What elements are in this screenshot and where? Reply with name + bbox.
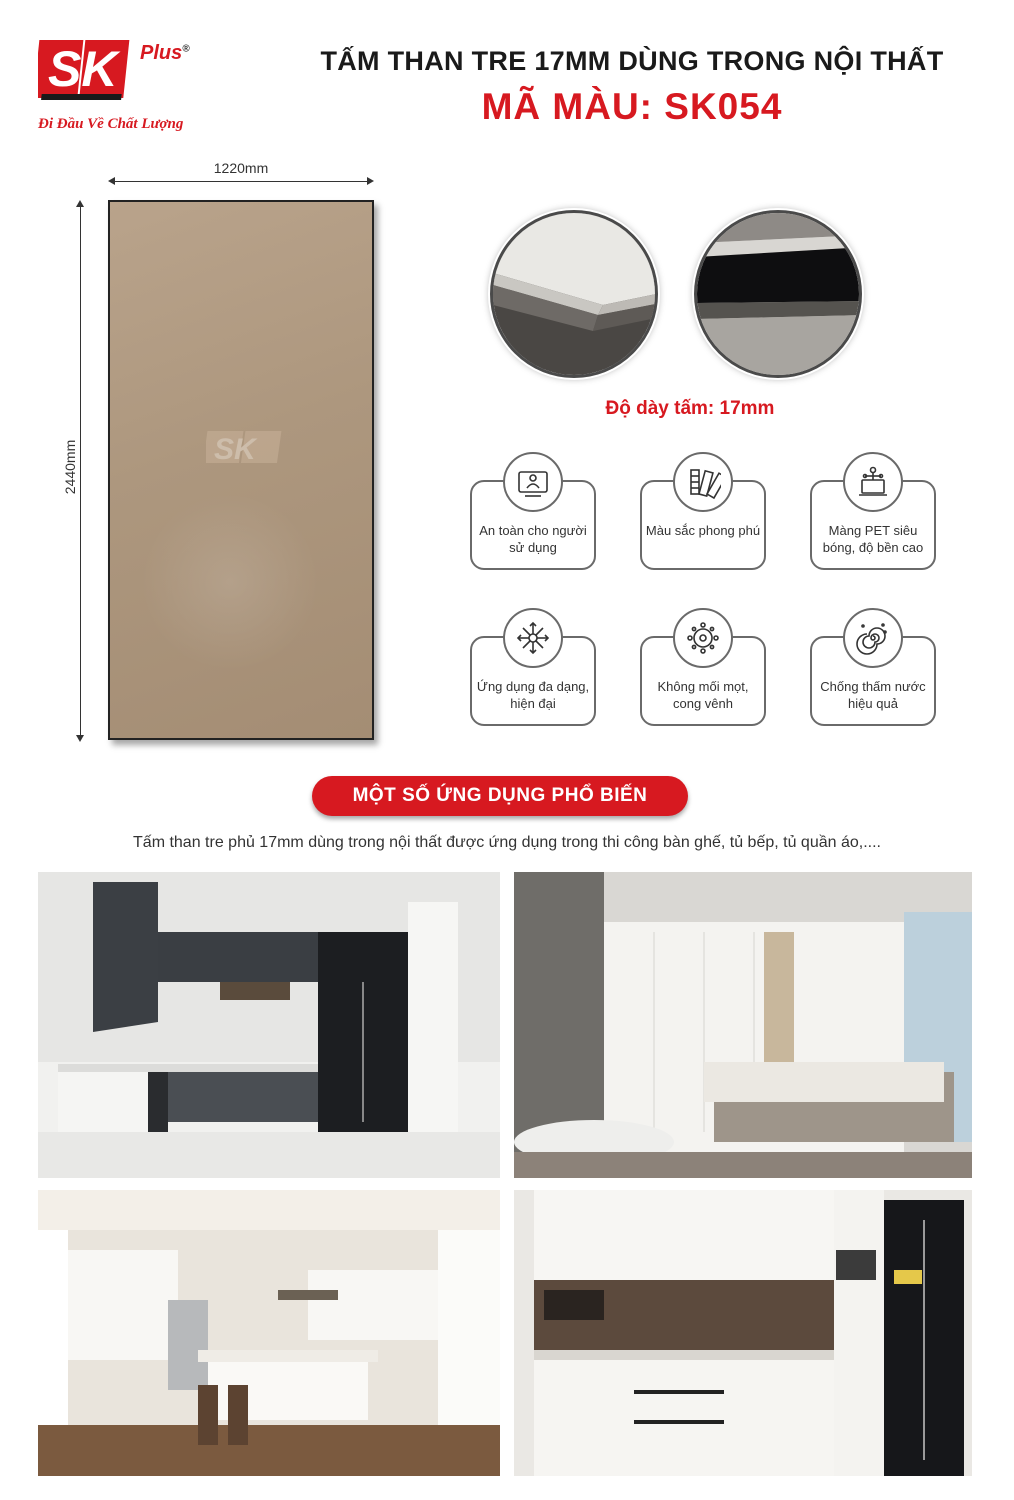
feature-colors: [640, 452, 766, 570]
feature-label: Không mối mọt, cong vênh: [657, 679, 749, 711]
feature-label: Chống thấm nước hiệu quả: [820, 679, 926, 711]
gear-network-icon: [673, 608, 733, 668]
feature-termite-proof: [640, 608, 766, 726]
svg-text:SK: SK: [214, 433, 256, 466]
color-swatches-icon: [673, 452, 733, 512]
color-code-title: MÃ MÀU: SK054: [481, 86, 783, 127]
laptop-network-icon: [843, 452, 903, 512]
edge-detail-photo-white: [490, 210, 658, 378]
brand-logo: SK Plus® Đi Đầu Về Chất Lượng: [38, 34, 208, 144]
brand-slogan: Đi Đầu Về Chất Lượng: [38, 116, 184, 132]
width-dimension-arrow: [110, 181, 372, 182]
arrows-outward-icon: [503, 608, 563, 668]
sk-watermark-logo: [206, 427, 286, 467]
feature-label: Màu sắc phong phú: [645, 523, 761, 538]
edge-detail-photo-black: [694, 210, 862, 378]
feature-safe: [470, 452, 596, 570]
height-dimension-label: 2440mm: [62, 439, 78, 495]
feature-pet-film: [810, 452, 936, 570]
logo-plus-text: Plus: [140, 42, 183, 64]
page-title: TẤM THAN TRE 17MM DÙNG TRONG NỘI THẤT: [320, 46, 944, 76]
panel-reflection: [140, 492, 320, 672]
sk-logo-mark: [38, 34, 134, 104]
water-swirl-icon: [843, 608, 903, 668]
feature-label: Ứng dụng đa dạng, hiện đại: [476, 679, 590, 711]
feature-versatile: [470, 608, 596, 726]
feature-label: Màng PET siêu bóng, độ bền cao: [822, 523, 924, 555]
width-dimension-label: 1220mm: [213, 160, 269, 176]
kitchen-photo-white: [38, 1190, 500, 1476]
kitchen-photo-modern: [514, 1190, 972, 1476]
feature-waterproof: [810, 608, 936, 726]
feature-label: An toàn cho người sử dụng: [479, 523, 587, 555]
logo-letters: SK: [48, 41, 118, 97]
applications-description: Tấm than tre phủ 17mm dùng trong nội thất được ứng dụng trong thi công bàn ghế, tủ bếp, tủ quần áo,....: [133, 834, 881, 851]
kitchen-photo-dark: [38, 872, 500, 1178]
person-screen-icon: [503, 452, 563, 512]
bedroom-wardrobe-photo: [514, 872, 972, 1178]
thickness-label: Độ dày tấm: 17mm: [605, 398, 775, 419]
height-dimension-arrow: [80, 202, 81, 740]
applications-heading: MỘT SỐ ỨNG DỤNG PHỔ BIẾN: [312, 776, 688, 816]
panel-sample: [108, 200, 374, 740]
